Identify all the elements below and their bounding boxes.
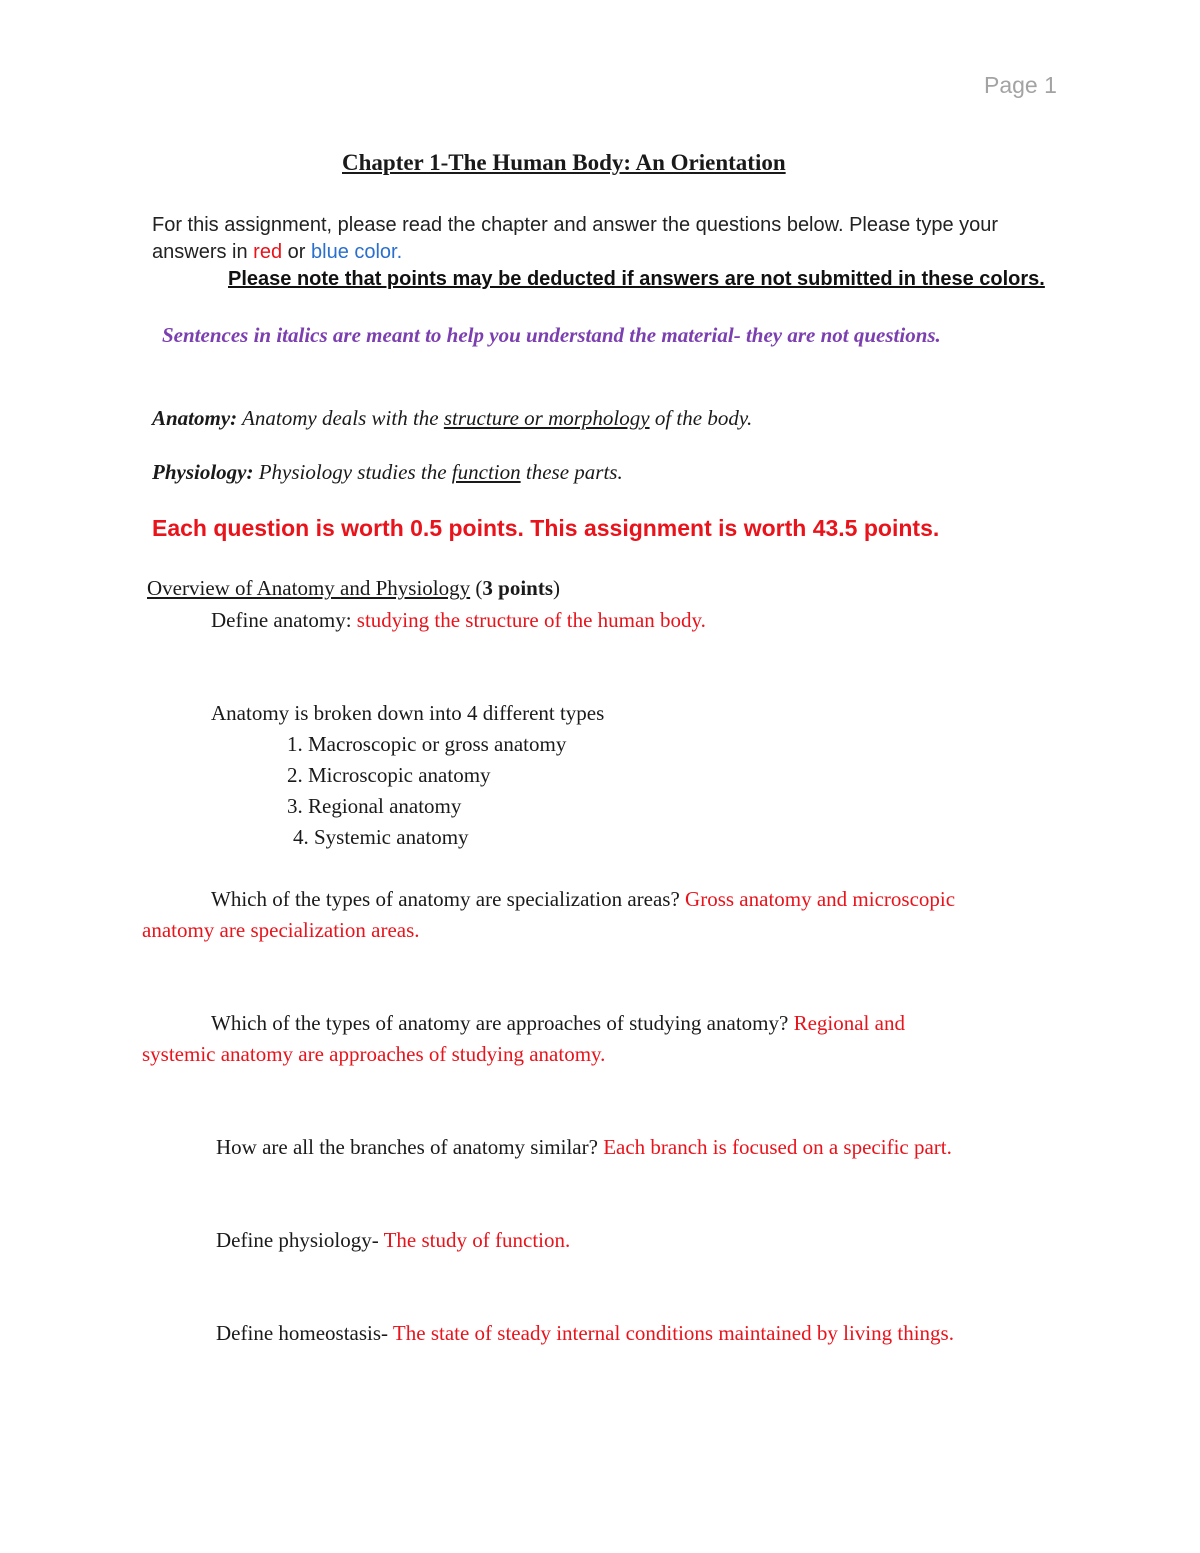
red-word: red: [253, 241, 283, 263]
points-paren-open: (: [475, 576, 483, 600]
italics-explanation: Sentences in italics are meant to help you understand the material- they are not questions.: [162, 323, 941, 347]
points-notice: Each question is worth 0.5 points. This assignment is worth 43.5 points.: [152, 515, 940, 541]
similarity-question: [216, 1135, 952, 1160]
question-text: Which of the types of anatomy are approaches of studying anatomy?: [211, 1011, 789, 1035]
points-paren-close: ): [553, 576, 560, 600]
question-text: Define anatomy:: [211, 608, 352, 632]
approaches-question: [211, 1011, 905, 1036]
section-points: 3 points: [482, 576, 553, 600]
section-heading: [147, 576, 560, 601]
anatomy-type-item: 2. Microscopic anatomy: [287, 763, 491, 787]
intro-line-2-prefix: answers in: [152, 241, 248, 263]
color-warning-note: Please note that points may be deducted if answers are not submitted in these colors.: [228, 268, 1045, 290]
physiology-def-post: these parts.: [525, 460, 623, 484]
anatomy-type-item: 4. Systemic anatomy: [293, 825, 469, 849]
blue-word: blue color.: [311, 241, 403, 263]
define-anatomy-question: [211, 608, 706, 633]
intro-line-2: [152, 241, 402, 264]
section-heading-text: Overview of Anatomy and Physiology: [147, 576, 471, 600]
answer-text: The study of function.: [383, 1228, 571, 1252]
intro-line-1: For this assignment, please read the chapter and answer the questions below. Please type your: [152, 214, 999, 236]
question-text: How are all the branches of anatomy similar?: [216, 1135, 598, 1159]
anatomy-definition: [152, 406, 752, 431]
anatomy-def-pre: Anatomy deals with the: [242, 406, 439, 430]
anatomy-term: Anatomy:: [152, 406, 238, 430]
answer-text: The state of steady internal conditions maintained by living things.: [392, 1321, 954, 1345]
question-text: Define physiology-: [216, 1228, 379, 1252]
anatomy-def-underlined: structure or morphology: [443, 406, 650, 430]
physiology-def-pre: Physiology studies the: [258, 460, 447, 484]
approaches-answer-cont: systemic anatomy are approaches of studying anatomy.: [142, 1042, 606, 1066]
answer-text: Gross anatomy and microscopic: [685, 887, 956, 911]
question-text: Which of the types of anatomy are specialization areas?: [211, 887, 680, 911]
anatomy-type-item: 1. Macroscopic or gross anatomy: [287, 732, 567, 756]
physiology-term: Physiology:: [152, 460, 254, 484]
answer-text: studying the structure of the human body.: [356, 608, 706, 632]
physiology-def-underlined: function: [451, 460, 521, 484]
answer-text: Each branch is focused on a specific part.: [603, 1135, 952, 1159]
anatomy-type-item: 3. Regional anatomy: [287, 794, 462, 818]
define-homeostasis-question: [216, 1321, 954, 1346]
define-physiology-question: [216, 1228, 570, 1253]
answer-text: Regional and: [793, 1011, 905, 1035]
anatomy-def-post: of the body.: [654, 406, 753, 430]
specialization-answer-cont: anatomy are specialization areas.: [142, 918, 420, 942]
physiology-definition: [152, 460, 623, 485]
question-text: Define homeostasis-: [216, 1321, 389, 1345]
page-number: Page 1: [984, 72, 1057, 98]
specialization-question: [211, 887, 955, 912]
anatomy-types-intro: Anatomy is broken down into 4 different types: [211, 701, 605, 725]
chapter-title: Chapter 1-The Human Body: An Orientation: [342, 150, 786, 175]
or-word: or: [287, 241, 306, 263]
